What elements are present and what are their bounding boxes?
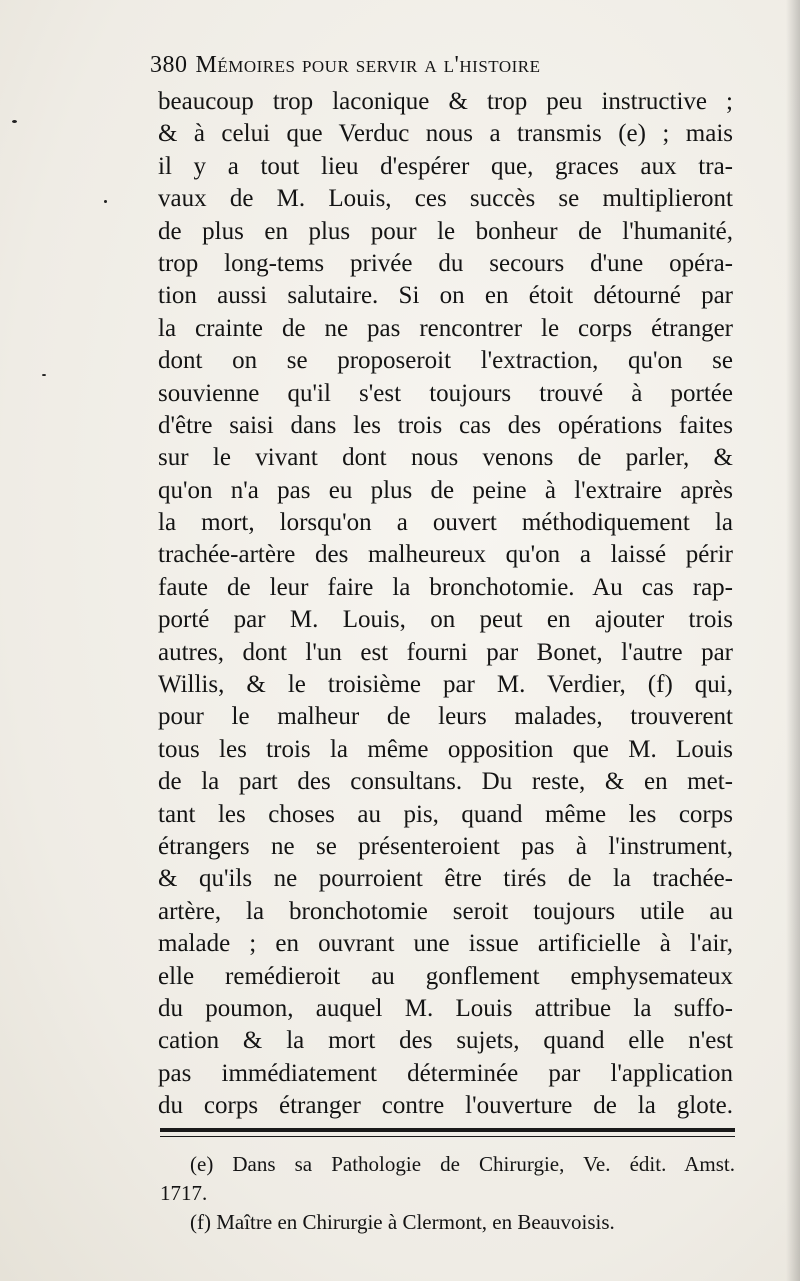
body-line: du poumon, auquel M. Louis attribue la suffo- [158, 994, 733, 1022]
body-line: Willis, & le troisième par M. Verdier, (f) qui, [158, 671, 733, 699]
ink-speck [104, 200, 107, 203]
body-line: pas immédiatement déterminée par l'application [158, 1059, 733, 1087]
body-line: pour le malheur de leurs malades, trouverent [158, 703, 733, 731]
body-line: artère, la bronchotomie seroit toujours utile au [158, 897, 733, 925]
body-line: malade ; en ouvrant une issue artificielle à l'air, [158, 930, 733, 958]
ink-speck [42, 374, 46, 376]
page-edge-shadow [786, 0, 800, 1281]
body-line: souvienne qu'il s'est toujours trouvé à portée [158, 379, 733, 407]
body-line: du corps étranger contre l'ouverture de la glote. [158, 1092, 733, 1120]
footnotes [160, 1150, 735, 1237]
footnote-f: (f) Maître en Chirurgie à Clermont, en Beauvoisis. [190, 1210, 615, 1234]
body-line: porté par M. Louis, on peut en ajouter trois [158, 606, 733, 634]
body-line: elle remédieroit au gonflement emphysemateux [158, 962, 733, 990]
body-line: dont on se proposeroit l'extraction, qu'on se [158, 347, 733, 375]
body-line: de plus en plus pour le bonheur de l'humanité, [158, 217, 733, 245]
body-line: de la part des consultans. Du reste, & en met- [158, 768, 733, 796]
body-line: il y a tout lieu d'espérer que, graces aux tra- [158, 152, 733, 180]
body-line: tion aussi salutaire. Si on en étoit détourné par [158, 282, 733, 310]
running-head [150, 52, 690, 79]
running-title: Mémoires pour servir a l'histoire [195, 52, 541, 78]
body-line: tous les trois la même opposition que M. Louis [158, 735, 733, 763]
body-line: faute de leur faire la bronchotomie. Au cas rap- [158, 573, 733, 601]
body-text [158, 86, 733, 1123]
ink-speck [12, 120, 17, 123]
body-line: la crainte de ne pas rencontrer le corps étranger [158, 314, 733, 342]
body-line: & qu'ils ne pourroient être tirés de la trachée- [158, 865, 733, 893]
body-line: autres, dont l'un est fourni par Bonet, l'autre par [158, 638, 733, 666]
body-line: sur le vivant dont nous venons de parler, & [158, 444, 733, 472]
body-line: beaucoup trop laconique & trop peu instructive ; [158, 88, 733, 115]
body-line: vaux de M. Louis, ces succès se multiplieront [158, 185, 733, 213]
body-line: étrangers ne se présenteroient pas à l'instrument, [158, 832, 733, 860]
body-line: tant les choses au pis, quand même les corps [158, 800, 733, 828]
body-line: cation & la mort des sujets, quand elle n'est [158, 1027, 733, 1055]
body-line: d'être saisi dans les trois cas des opérations faites [158, 411, 733, 439]
body-line: trop long-tems privée du secours d'une opéra- [158, 249, 733, 277]
footnote-e-continued: 1717. [160, 1181, 208, 1205]
body-line: qu'on n'a pas eu plus de peine à l'extraire après [158, 476, 733, 504]
body-line: la mort, lorsqu'on a ouvert méthodiquement la [158, 509, 733, 537]
page-number: 380 [150, 52, 188, 78]
footnote-rule-thin [160, 1136, 735, 1137]
footnote-rule [160, 1128, 735, 1132]
footnote-e: (e) Dans sa Pathologie de Chirurgie, Ve. édit. Amst. [190, 1152, 735, 1176]
body-line: trachée-artère des malheureux qu'on a laissé périr [158, 541, 733, 569]
body-line: & à celui que Verduc nous a transmis (e) ; mais [158, 120, 733, 148]
